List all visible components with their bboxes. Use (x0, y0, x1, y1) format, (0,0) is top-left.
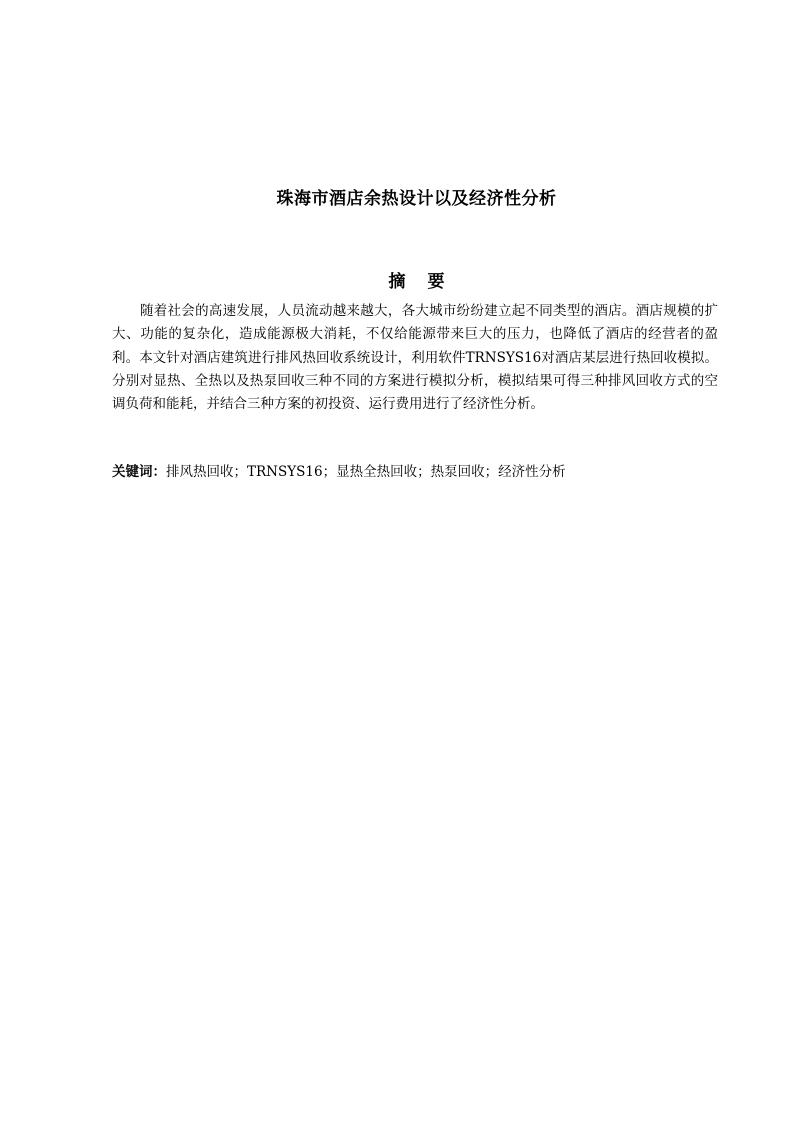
abstract-body: 随着社会的高速发展，人员流动越来越大，各大城市纷纷建立起不同类型的酒店。酒店规模的扩大、功能的复杂化，造成能源极大消耗，不仅给能源带来巨大的压力，也降低了酒店的经营者的盈利。本文针对酒店建筑进行排风热回收系统设计，利用软件TRNSYS16对酒店某层进行热回收模拟。分别对显热、全热以及热泵回收三种不同的方案进行模拟分析，模拟结果可得三种排风回收方式的空调负荷和能耗，并结合三种方案的初投资、运行费用进行了经济性分析。 (112, 303, 718, 413)
abstract-heading (0, 270, 793, 294)
abstract-heading-char-2: 要 (427, 272, 445, 292)
keywords-label: 关键词： (112, 464, 166, 480)
keywords-text: 排风热回收；TRNSYS16；显热全热回收；热泵回收；经济性分析 (166, 464, 566, 480)
document-title: 珠海市酒店余热设计以及经济性分析 (276, 189, 557, 209)
keywords-line (112, 462, 718, 482)
abstract-heading-char-1: 摘 (388, 272, 406, 292)
